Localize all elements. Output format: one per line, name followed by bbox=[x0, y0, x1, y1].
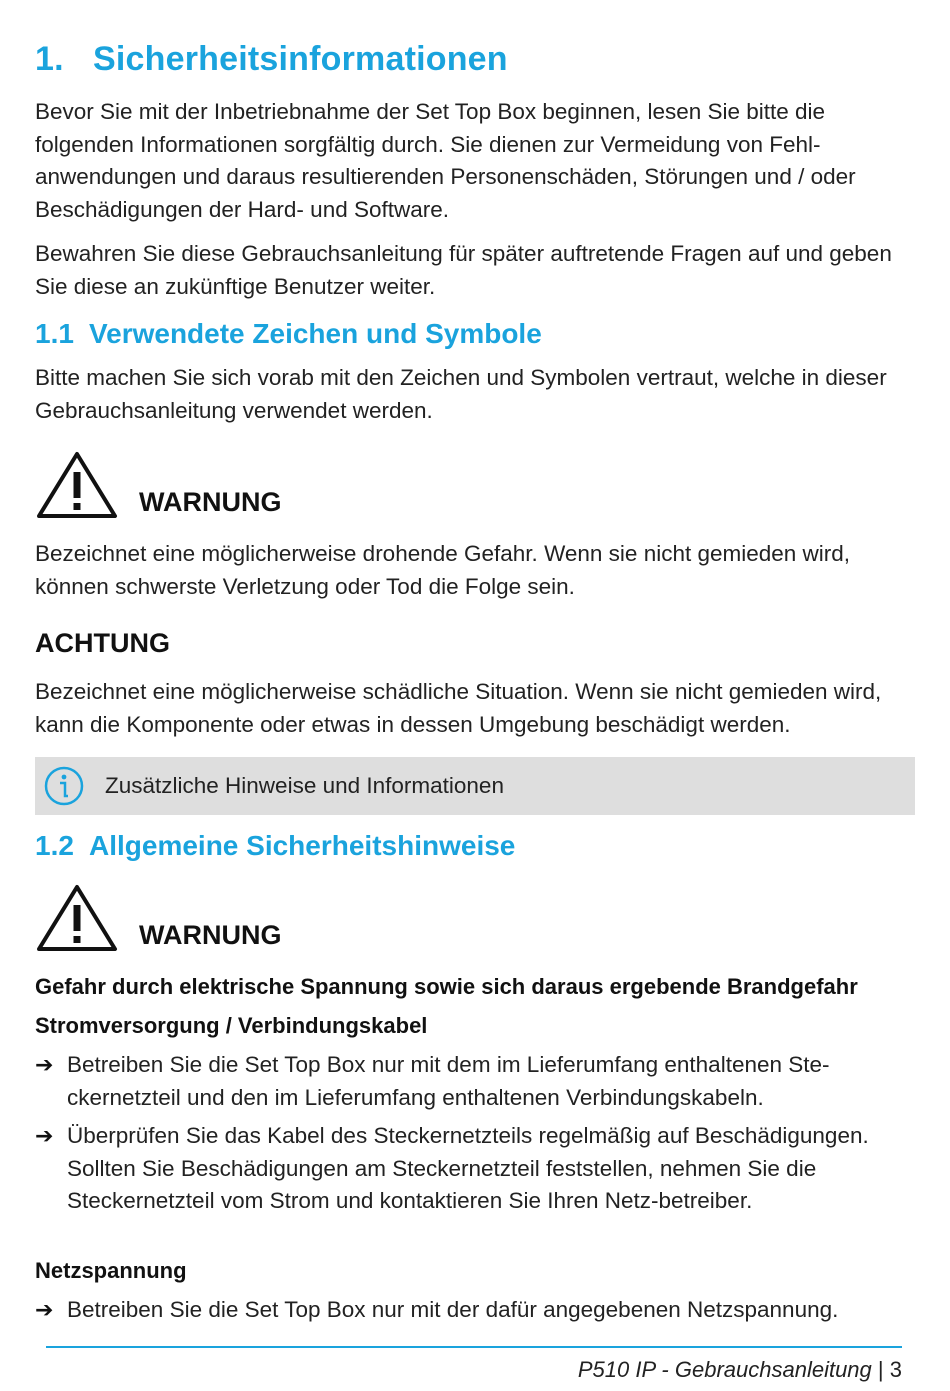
section-1-heading bbox=[35, 40, 508, 79]
subheading-power-supply: Stromversorgung / Verbindungskabel bbox=[35, 1013, 428, 1038]
warning-block bbox=[35, 450, 282, 520]
list-item-text: Betreiben Sie die Set Top Box nur mit der dafür angegebenen Netzspannung. bbox=[67, 1297, 839, 1322]
arrow-right-icon: ➔ bbox=[35, 1297, 54, 1322]
page-number: 3 bbox=[889, 1357, 902, 1382]
footer-separator: | bbox=[877, 1357, 884, 1382]
warning-triangle-icon bbox=[35, 450, 119, 520]
info-text: Zusätzliche Hinweise und Informationen bbox=[105, 773, 504, 798]
arrow-right-icon: ➔ bbox=[35, 1052, 54, 1077]
info-box bbox=[35, 757, 915, 815]
document-title: P510 IP - Gebrauchsanleitung bbox=[577, 1357, 872, 1382]
section-number: 1.1 bbox=[35, 318, 74, 349]
list-item-text: Betreiben Sie die Set Top Box nur mit dem im Lieferumfang enthaltenen Ste-ckernetzteil und den im Lieferumfang enthaltenen Verbindungskabeln. bbox=[67, 1052, 830, 1110]
caution-description: Bezeichnet eine möglicherweise schädliche Situation. Wenn sie nicht gemieden wird, kann die Komponente oder etwas in dessen Umgebung beschädigt werden. bbox=[35, 679, 882, 737]
list-item bbox=[35, 1049, 915, 1114]
page-footer bbox=[578, 1357, 902, 1383]
warning-label: WARNUNG bbox=[139, 920, 282, 950]
warning-label: WARNUNG bbox=[139, 487, 282, 517]
intro-paragraph-1: Bevor Sie mit der Inbetriebnahme der Set Top Box beginnen, lesen Sie bitte die folgenden Informationen sorgfältig durch. Sie dienen zur Vermeidung von Fehl-anwendungen und daraus resultierenden Personenschäden, Störungen und / oder Beschädigungen der Hard- und Software. bbox=[35, 99, 856, 222]
arrow-right-icon: ➔ bbox=[35, 1123, 54, 1148]
warning-block bbox=[35, 883, 282, 953]
section-title: Verwendete Zeichen und Symbole bbox=[89, 318, 542, 349]
section-title: Sicherheitsinformationen bbox=[93, 40, 508, 78]
hazard-title: Gefahr durch elektrische Spannung sowie sich daraus ergebende Brandgefahr bbox=[35, 974, 858, 999]
list-item-text: Überprüfen Sie das Kabel des Steckernetzteils regelmäßig auf Beschädigungen. Sollten Sie Beschädigungen am Steckernetzteil feststellen, nehmen Sie die Steckernetzteil vom Strom und kontaktieren Sie Ihren Netz-betreiber. bbox=[67, 1123, 869, 1213]
warning-description: Bezeichnet eine möglicherweise drohende Gefahr. Wenn sie nicht gemieden wird, können schwerste Verletzung oder Tod die Folge sein. bbox=[35, 541, 851, 599]
warning-triangle-icon bbox=[35, 883, 119, 953]
info-circle-icon bbox=[43, 765, 85, 807]
caution-label: ACHTUNG bbox=[35, 628, 170, 658]
section-1-2-heading bbox=[35, 830, 515, 862]
section-number: 1.2 bbox=[35, 830, 74, 861]
subheading-mains-voltage: Netzspannung bbox=[35, 1258, 187, 1283]
section-title: Allgemeine Sicherheitshinweise bbox=[89, 830, 516, 861]
intro-paragraph-2: Bewahren Sie diese Gebrauchsanleitung für später auftretende Fragen auf und geben Sie diese an zukünftige Benutzer weiter. bbox=[35, 241, 892, 299]
section-1-1-heading bbox=[35, 318, 542, 350]
section-number: 1. bbox=[35, 40, 64, 78]
list-item bbox=[35, 1294, 915, 1327]
list-item bbox=[35, 1120, 915, 1218]
symbols-intro: Bitte machen Sie sich vorab mit den Zeichen und Symbolen vertraut, welche in dieser Gebrauchsanleitung verwendet werden. bbox=[35, 365, 887, 423]
footer-divider bbox=[46, 1346, 902, 1348]
